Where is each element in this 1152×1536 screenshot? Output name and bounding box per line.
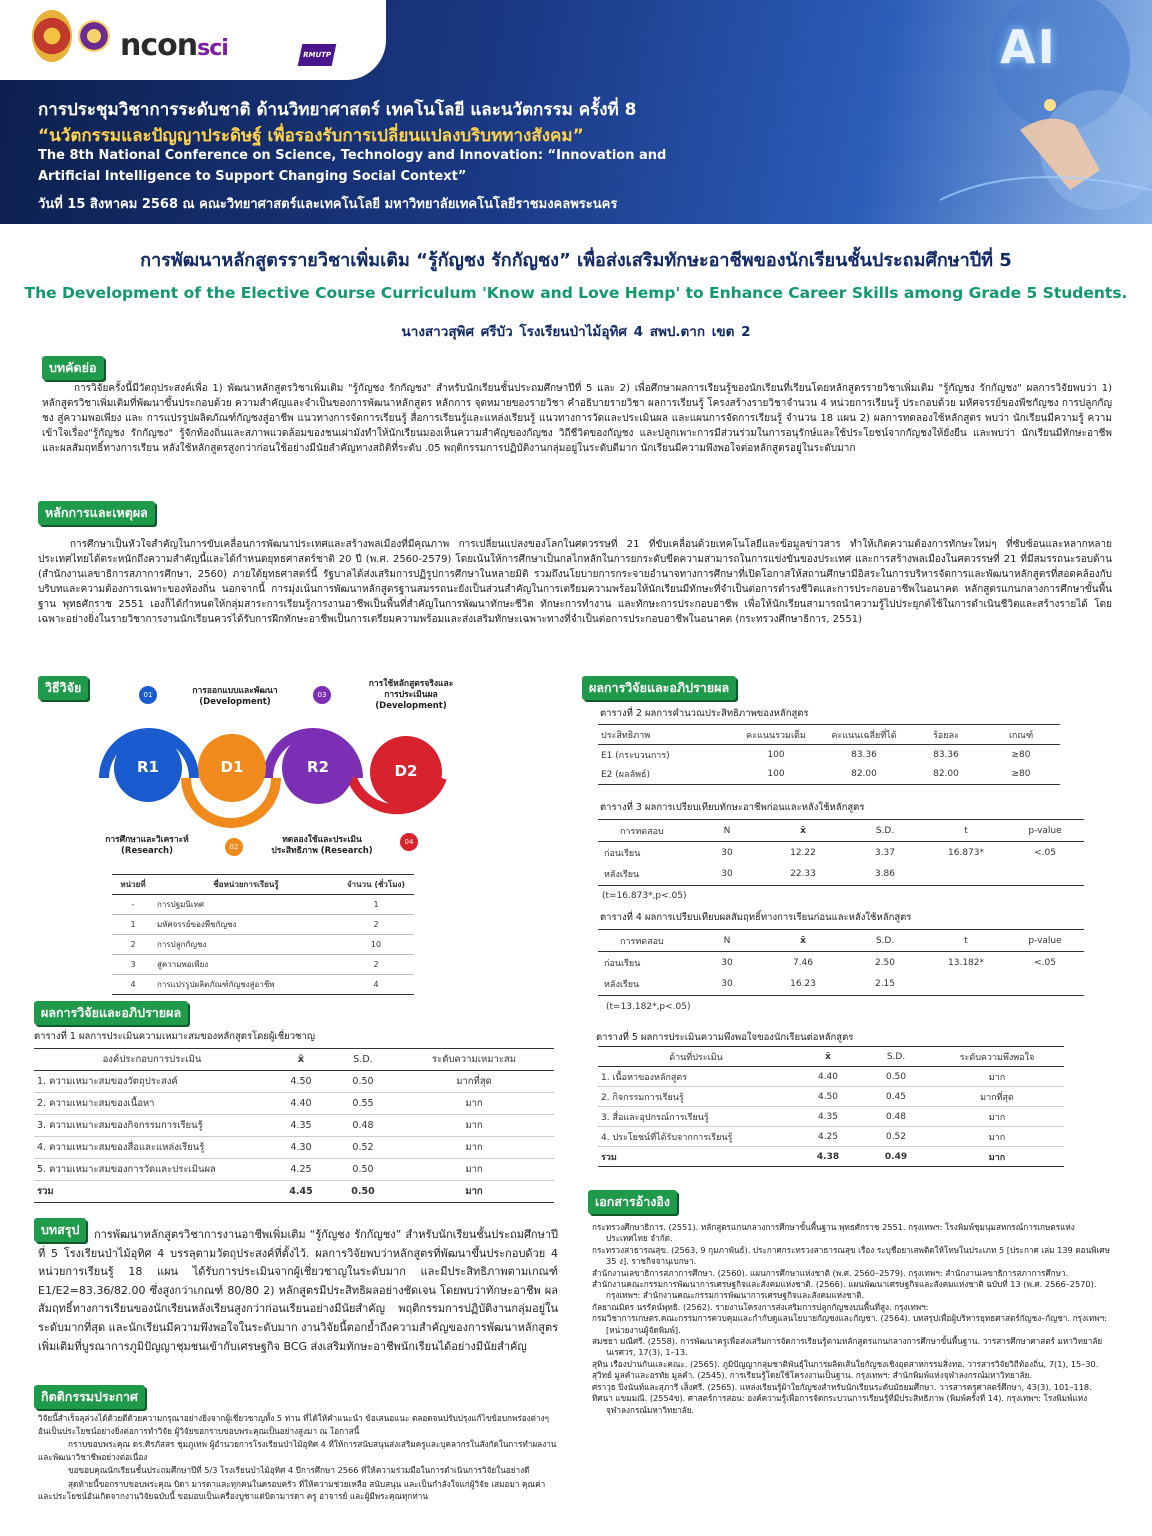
reference-item: สมชยา มณีศรี. (2558). การพัฒนาครูเพื่อส่งเสริมการจัดการเรียนรู้ตามหลักสูตรแกนกลางการศึกษาขั้นพื้นฐาน. วารสารศึกษาศาสตร์ มหาวิทยาลัยนเรศวร, 17(3), 1–13.	[592, 1336, 1103, 1358]
conclusion-paragraph: การพัฒนาหลักสูตรวิชาการงานอาชีพเพิ่มเติม “รู้กัญชง รักกัญชง” สำหรับนักเรียนชั้นประถมศึกษาปีที่ 5 โรงเรียนป่าไม้อุทิศ 4 บรรลุตามวัตถุประสงค์ที่ตั้งไว้. ผลการวิจัยพบว่าหลักสูตรที่พัฒนาขึ้นประกอบด้วย 4 หน่วยการเรียนรู้ 18 แผน ได้รับการประเมินจากผู้เชี่ยวชาญในระดับมาก และมีประสิทธิภาพตามเกณฑ์ E1/E2=83.36/82.00 ซึ่งสูงกว่าเกณฑ์ 80/80 2) หลักสูตรมีประสิทธิผลอย่างชัดเจน โดยพบว่าทักษะอาชีพ ผลสัมฤทธิ์ทางการเรียนของนักเรียนหลังเรียนสูงกว่าก่อนเรียนอย่างมีนัยสำคัญ พฤติกรรมการปฏิบัติงานกลุ่มอยู่ในระดับมากที่สุด และนักเรียนมีความพึงพอใจในระดับมาก งานวิจัยนี้ตอกย้ำถึงความสำคัญของการพัฒนาหลักสูตรเพิ่มเติมที่บูรณาการภูมิปัญญาชุมชนเข้ากับเศรษฐกิจ BCG ส่งเสริมทักษะอาชีพนักเรียนได้อย่างมีนัยสำคัญ	[38, 1228, 558, 1353]
t4-col-sd: S.D.	[875, 935, 895, 946]
t3-cell: 16.873*	[948, 847, 984, 858]
t4-col-test: การทดสอบ	[620, 936, 664, 947]
t1-cell: 4.35	[290, 1120, 312, 1131]
reference-item: กระทรวงศึกษาธิการ. (2551). หลักสูตรแกนกลางการศึกษาขั้นพื้นฐาน พุทธศักราช 2551. กรุงเทพฯ: โรงพิมพ์ชุมนุมสหกรณ์การเกษตรแห่งประเทศไทย จำกัด.	[592, 1222, 1075, 1244]
units-table-grid	[112, 874, 414, 995]
t1-cell: 4.40	[290, 1098, 312, 1109]
unit-name: มหัศจรรย์ของพืชกัญชง	[157, 920, 237, 929]
acknowledgement-text	[38, 1412, 558, 1504]
t1-col-sd: S.D.	[353, 1054, 373, 1065]
t5-total: 4.38	[816, 1151, 840, 1162]
t4-cell: 2.15	[874, 979, 896, 990]
unit-name: การปลูกกัญชง	[157, 940, 207, 949]
t3-col-mean: x̄	[800, 825, 806, 836]
table3-grid	[598, 819, 1084, 886]
unit-hours: 2	[373, 960, 379, 969]
step-01-badge: 01	[139, 686, 157, 704]
table-row	[598, 842, 1084, 864]
table4-grid	[598, 929, 1084, 996]
t4-col-t: t	[964, 935, 968, 946]
t1-total: รวม	[37, 1186, 54, 1197]
t3-cell	[926, 864, 1006, 886]
rationale-paragraph: การศึกษาเป็นหัวใจสำคัญในการขับเคลื่อนการพัฒนาประเทศและสร้างพลเมืองที่มีคุณภาพ การเปลี่ยนแปลงของโลกในศตวรรษที่ 21 ที่ขับเคลื่อนด้วยเทคโนโลยีและข้อมูลข่าวสาร ทำให้เกิดความต้องการทักษะใหม่ๆ ที่ซับซ้อนและหลากหลาย ประเทศไทยได้ตระหนักถึงความสำคัญนี้และได้กำหนดยุทธศาสตร์ชาติ 20 ปี (พ.ศ. 2560-2579) โดยเน้นให้การศึกษาเป็นกลไกหลักในการยกระดับขีดความสามารถในการแข่งขันของประเทศ และการสร้างพลเมืองในศตวรรษที่ 21 ที่มีสมรรถนะรอบด้าน (สำนักงานเลขาธิการสภาการศึกษา, 2560) ภายใต้ยุทธศาสตร์นี้ รัฐบาลได้ส่งเสริมการปฏิรูปการศึกษาในหลายมิติ รวมถึงนโยบายการกระจายอำนาจทางการศึกษาที่เปิดโอกาสให้สถานศึกษามีอิสระในการบริหารจัดการและพัฒนาหลักสูตรที่สอดคล้องกับบริบทและความต้องการเฉพาะของท้องถิ่น นอกจากนี้ การมุ่งเน้นการพัฒนาหลักสูตรฐานสมรรถนะยังเป็นส่วนสำคัญในการเตรียมความพร้อมให้นักเรียนมีทักษะที่จำเป็นต่อการดำรงชีวิตและการประกอบอาชีพในอนาคต หลักสูตรแกนกลางการศึกษาขั้นพื้นฐาน พุทธศักราช 2551 เองก็ได้กำหนดให้กลุ่มสาระการเรียนรู้การงานอาชีพเป็นพื้นที่สำคัญในการพัฒนาทักษะชีวิต ทักษะการทำงาน และทักษะการประกอบอาชีพ เพื่อให้นักเรียนสามารถนำความรู้ไปประยุกต์ใช้ในการดำเนินชีวิตและสร้างรายได้ โดยเฉพาะอย่างยิ่งในรายวิชาการงานนักเรียนควรได้รับการฝึกทักษะอาชีพเป็นการเตรียมความพร้อมและส่งเสริมทักษะเฉพาะทางที่จำเป็นต่อการประกอบอาชีพในอนาคต (กระทรวงศึกษาธิการ, 2551)	[38, 539, 1112, 626]
t2-col-avg: คะแนนเฉลี่ยที่ได้	[831, 730, 897, 741]
ack-paragraph: ขอขอบคุณนักเรียนชั้นประถมศึกษาปีที่ 5/3 โรงเรียนป่าไม้อุทิศ 4 ปีการศึกษา 2566 ที่ให้ความร่วมมือในการดำเนินการวิจัยในอย่างดี	[68, 1465, 530, 1475]
t2-cell: E2 (ผลลัพธ์)	[601, 770, 651, 781]
t5-col-sd: S.D.	[886, 1051, 906, 1062]
table5-grid	[598, 1046, 1064, 1167]
t4-cell: 16.23	[790, 979, 816, 990]
t4-cell: ก่อนเรียน	[604, 958, 641, 969]
t4-cell: 30	[721, 979, 733, 990]
ai-label: AI	[1000, 20, 1057, 74]
t3-col-test: การทดสอบ	[620, 826, 664, 837]
t3-cell: 3.37	[874, 847, 896, 858]
t5-cell: มากที่สุด	[980, 1092, 1014, 1103]
t3-cell: ก่อนเรียน	[604, 848, 641, 859]
t5-cell: 0.48	[885, 1111, 907, 1122]
conclusion-text	[38, 1226, 558, 1356]
t1-cell: 4.25	[290, 1164, 312, 1175]
t2-cell: 83.36	[933, 749, 959, 760]
t4-cell: หลังเรียน	[604, 980, 640, 991]
t3-cell: 22.33	[790, 869, 816, 880]
t5-col-mean: x̄	[825, 1051, 831, 1062]
d1-code: D1	[220, 758, 244, 776]
t4-cell: 7.46	[792, 957, 814, 968]
reference-item: กรมวิชาการเกษตร.คณะกรรมการควบคุมและกำกับดูแลนโยบายกัญชงและกัญชา. (2564). บทสรุปเพื่อผู้บริหารยุทธศาสตร์กัญชง–กัญชา. กรุงเทพฯ: [หน่วยงานผู้จัดพิมพ์].	[592, 1313, 1107, 1335]
section-conclusion: บทสรุป	[34, 1218, 86, 1242]
t1-cell: 4. ความเหมาะสมของสื่อและแหล่งเรียนรู้	[37, 1142, 205, 1153]
banner-conference-en-2: Artificial Intelligence to Support Changing Social Context”	[38, 169, 467, 184]
table-row	[112, 915, 414, 935]
abstract-paragraph: การวิจัยครั้งนี้มีวัตถุประสงค์เพื่อ 1) พัฒนาหลักสูตรวิชาเพิ่มเติม "รู้กัญชง รักกัญชง" สำหรับนักเรียนชั้นประถมศึกษาปีที่ 5 และ 2) เพื่อศึกษาผลการเรียนรู้ของนักเรียนที่เรียนโดยหลักสูตรรายวิชาเพิ่มเติม "รู้กัญชง รักกัญชง" ผลการวิจัยพบว่า 1) หลักสูตรวิชาเพิ่มเติมที่พัฒนาขึ้นประกอบด้วย ความสำคัญและจำเป็นของการพัฒนาหลักสูตร หลักการ จุดหมายของรายวิชา คำอธิบายรายวิชา ผลการเรียนรู้ โครงสร้างรายวิชาจำนวน 4 หน่วยการเรียนรู้ ประกอบด้วย มหัศจรรย์ของพืชกัญชง การปลูกกัญชง สู่ความพอเพียง และ การแปรรูปผลิตภัณฑ์กัญชงสู่อาชีพ แนวทางการจัดการเรียนรู้ สื่อการเรียนรู้และแหล่งเรียนรู้ แนวทางการวัดและประเมินผล และแผนการจัดการเรียนรู้ จำนวน 18 แผน 2) ผลการทดลองใช้หลักสูตร พบว่า นักเรียนมีความรู้ ความเข้าใจเรื่อง"รู้กัญชง รักกัญชง" รู้จักท้องถิ่นและสภาพแวดล้อมของชนเผ่ามังทำให้นักเรียนมองเห็นความสำคัญของกัญชง วิถีชีวิตของกัญชง และปลูกเพาะการมีส่วนร่วมในการอนุรักษ์และใช้ประโยชน์จากกัญชงให้ยั่งยืน และพบว่า นักเรียนมีทักษะอาชีพ และผลสัมฤทธิ์ทางการเรียน หลังใช้หลักสูตรสูงกว่าก่อนใช้อย่างมีนัยสำคัญทางสถิติที่ระดับ .05 พฤติกรรมการปฏิบัติงานกลุ่มอยู่ในระดับดีมาก นักเรียนมีความพึงพอใจต่อหลักสูตรอยู่ในระดับมาก	[42, 383, 1112, 455]
t2-cell: 100	[767, 769, 785, 780]
table-row	[34, 1071, 554, 1093]
table5-caption: ตารางที่ 5 ผลการประเมินความพึงพอใจของนักเรียนต่อหลักสูตร	[596, 1032, 854, 1043]
t4-cell	[926, 974, 1006, 996]
table-row	[34, 1115, 554, 1137]
abstract-text	[42, 381, 1112, 456]
ack-paragraph: วิจัยนี้สำเร็จลุล่วงได้ด้วยดีด้วยความกรุณาอย่างยิ่งจากผู้เชี่ยวชาญทั้ง 5 ท่าน ที่ได้ให้คำแนะนำ ข้อเสนอแนะ ตลอดจนปรับปรุงแก้ไขข้อบกพร่องต่างๆ อันเป็นประโยชน์อย่างยิ่งต่อการทำวิจัย ผู้วิจัยขอกราบขอบพระคุณเป็นอย่างสูงมา ณ โอกาสนี้	[38, 1413, 549, 1436]
t2-col-pct: ร้อยละ	[933, 730, 959, 741]
table-row	[112, 935, 414, 955]
paper-title-th: การพัฒนาหลักสูตรรายวิชาเพิ่มเติม “รู้กัญชง รักกัญชง” เพื่อส่งเสริมทักษะอาชีพของนักเรียนชั้นประถมศึกษาปีที่ 5	[140, 250, 1012, 271]
table-row	[34, 1137, 554, 1159]
t5-cell: 0.50	[885, 1071, 907, 1082]
rd-cycle-codes	[96, 710, 448, 840]
t3-cell: 3.86	[874, 869, 896, 880]
unit-hours: 4	[373, 980, 379, 989]
t5-cell: 4.35	[817, 1111, 839, 1122]
t2-col-full: คะแนนรวมเต็ม	[746, 730, 806, 741]
t1-cell: มาก	[465, 1098, 483, 1109]
step-d1-label: การออกแบบและพัฒนา (Development)	[192, 686, 278, 707]
table2-grid	[598, 724, 1060, 785]
ncon-sci-logo	[120, 28, 228, 63]
t2-cell: 100	[767, 749, 785, 760]
table3-caption: ตารางที่ 3 ผลการเปรียบเทียบทักษะอาชีพก่อนและหลังใช้หลักสูตร	[600, 802, 865, 813]
units-col-name: ชื่อหน่วยการเรียนรู้	[154, 875, 338, 895]
reference-item: สุทิน เรืองปานกันและคณะ. (2565). ภูมิปัญญากลุ่มชาติพันธุ์ในการผลิตเส้นใยกัญชงเชิงอุตสาหกรรมสิ่งทอ. วารสารวิจัยวิถีท้องถิ่น, 7(1), 15–30.	[592, 1358, 1099, 1369]
t2-cell: ≥80	[1011, 749, 1031, 760]
table-row	[598, 765, 1060, 785]
t1-col-level: ระดับความเหมาะสม	[432, 1054, 516, 1065]
t4-cell	[1006, 974, 1084, 996]
references-list	[592, 1222, 1112, 1416]
t5-cell: 4.40	[817, 1071, 839, 1082]
t2-cell: 82.00	[851, 769, 877, 780]
r1-code: R1	[137, 758, 159, 776]
units-col-hours: จำนวน (ชั่วโมง)	[338, 875, 414, 895]
t5-col-aspect: ด้านที่ประเมิน	[669, 1052, 723, 1063]
table-row	[598, 1127, 1064, 1147]
ack-paragraph: กราบขอบพระคุณ ดร.ศิรภัสสร ชุมภูเทพ ผู้อำนวยการโรงเรียนป่าไม้อุทิศ 4 ที่ให้การสนับสนุนส่งเสริมครูและบุคลากรในสังกัดในการทำผลงานและพัฒนาวิชาชีพอย่างต่อเนื่อง	[38, 1439, 557, 1462]
table-row	[598, 952, 1084, 974]
emblem-logo	[78, 20, 110, 52]
unit-hours: 1	[373, 900, 379, 909]
unit-name: การปฐมนิเทศ	[157, 900, 204, 909]
t5-cell: 4. ประโยชน์ที่ได้รับจากการเรียนรู้	[601, 1132, 733, 1143]
table-total-row	[34, 1181, 554, 1203]
step-r2-label: ทดลองใช้และประเมิน ประสิทธิภาพ (Research)	[271, 835, 373, 856]
rationale-text	[38, 537, 1112, 628]
t1-cell: 0.48	[352, 1120, 374, 1131]
t3-col-t: t	[964, 825, 968, 836]
reference-item: ศราวุธ ปิ่งนันท์และสุภารี เส็งศรี. (2565). แหล่งเรียนรู้ผ้าใยกัญชงสำหรับนักเรียนระดับมัธยมศึกษา. วารสารครุศาสตร์ศึกษา, 43(3), 101–118.	[592, 1381, 1092, 1392]
t1-cell: 0.52	[352, 1142, 374, 1153]
t1-cell: 0.50	[352, 1164, 374, 1175]
t3-cell: หลังเรียน	[604, 870, 640, 881]
t2-cell: 82.00	[933, 769, 959, 780]
t1-cell: 3. ความเหมาะสมของกิจกรรมการเรียนรู้	[37, 1120, 203, 1131]
t5-cell: มาก	[988, 1072, 1006, 1083]
t5-col-level: ระดับความพึงพอใจ	[959, 1052, 1035, 1063]
table-row	[112, 955, 414, 975]
table4	[598, 929, 1084, 996]
t5-total: มาก	[988, 1152, 1006, 1163]
t1-col-component: องค์ประกอบการประเมิน	[102, 1054, 202, 1065]
section-acknowledgement: กิตติกรรมประกาศ	[34, 1385, 145, 1409]
table1-grid	[34, 1048, 554, 1203]
table-row	[34, 1159, 554, 1181]
table-row	[598, 974, 1084, 996]
t4-cell: 13.182*	[948, 957, 984, 968]
t3-cell: 12.22	[790, 847, 816, 858]
table4-caption: ตารางที่ 4 ผลการเปรียบเทียบผลสัมฤทธิ์ทางการเรียนก่อนและหลังใช้หลักสูตร	[600, 912, 912, 923]
step-r1-label: การศึกษาและวิเคราะห์ (Research)	[105, 835, 189, 856]
t1-cell: มากที่สุด	[456, 1076, 492, 1087]
step-04-badge: 04	[400, 833, 418, 851]
t4-col-mean: x̄	[800, 935, 806, 946]
t1-total: 0.50	[351, 1186, 375, 1197]
t1-cell: 2. ความเหมาะสมของเนื้อหา	[37, 1098, 155, 1109]
t3-col-sd: S.D.	[875, 825, 895, 836]
step-03-badge: 03	[313, 686, 331, 704]
t1-cell: 4.50	[290, 1076, 312, 1087]
rmutp-badge: RMUTP	[298, 44, 337, 66]
t4-cell: 2.50	[874, 957, 896, 968]
t1-cell: 0.50	[352, 1076, 374, 1087]
university-seal-logo	[32, 10, 72, 62]
t2-col-criteria: เกณฑ์	[1008, 730, 1034, 741]
table-row	[598, 1067, 1064, 1087]
table5	[598, 1046, 1064, 1167]
unit-no: -	[131, 900, 135, 909]
author-affiliation: นางสาวสุพิศ ศรีบัว โรงเรียนป่าไม้อุทิศ 4 สพป.ตาก เขต 2	[401, 324, 751, 340]
t3-cell	[1006, 864, 1084, 886]
reference-item: สำนักงานเลขาธิการสภาการศึกษา. (2560). แผนการศึกษาแห่งชาติ (พ.ศ. 2560–2579). กรุงเทพฯ: สำนักงานเลขาธิการสภาการศึกษา.	[592, 1267, 1069, 1278]
section-references: เอกสารอ้างอิง	[588, 1190, 677, 1214]
d2-code: D2	[394, 762, 418, 780]
table-row	[598, 1087, 1064, 1107]
reference-item: ทิศนา แขมมณี. (2554ข). ศาสตร์การสอน: องค์ความรู้เพื่อการจัดกระบวนการเรียนรู้ที่มีประสิทธิภาพ (พิมพ์ครั้งที่ 14). กรุงเทพฯ: โรงพิมพ์แห่งจุฬาลงกรณ์มหาวิทยาลัย.	[592, 1393, 1088, 1415]
step-d2-label: การใช้หลักสูตรจริงและ การประเมินผล (Development)	[368, 679, 454, 711]
t5-cell: มาก	[988, 1112, 1006, 1123]
ack-paragraph: สุดท้ายนี้ขอกราบขอบพระคุณ บิดา มารดาและทุกคนในครอบครัว ที่ให้ความช่วยเหลือ สนับสนุน และเป็นกำลังใจแก่ผู้วิจัย เสมอมา คุณค่าและประโยชน์อันเกิดจากงานวิจัยฉบับนี้ ขอมอบเป็นเครื่องบูชาแด่บิดามารดา ครู อาจารย์ และผู้มีพระคุณทุกท่าน	[38, 1478, 546, 1501]
t1-cell: 4.30	[290, 1142, 312, 1153]
table4-note: (t=13.182*,p<.05)	[606, 1002, 691, 1012]
t4-cell: 30	[721, 957, 733, 968]
section-rationale: หลักการและเหตุผล	[38, 501, 155, 525]
table-row	[598, 745, 1060, 765]
unit-hours: 2	[373, 920, 379, 929]
reference-item: สุวิทย์ มูลคำและอรทัย มูลคำ. (2545). การเรียนรู้โดยใช้โครงงานเป็นฐาน. กรุงเทพฯ: สำนักพิมพ์แห่งจุฬาลงกรณ์มหาวิทยาลัย.	[592, 1370, 1032, 1381]
table-row	[598, 864, 1084, 886]
t2-cell: 83.36	[851, 749, 877, 760]
reference-item: สำนักงานคณะกรรมการพัฒนาการเศรษฐกิจและสังคมแห่งชาติ. (2566). แผนพัฒนาเศรษฐกิจและสังคมแห่งชาติ ฉบับที่ 13 (พ.ศ. 2566–2570). กรุงเทพฯ: สำนักงานคณะกรรมการพัฒนาการเศรษฐกิจและสังคมแห่งชาติ.	[592, 1279, 1097, 1301]
t1-total: 4.45	[289, 1186, 313, 1197]
table-row	[34, 1093, 554, 1115]
t3-cell: 30	[721, 847, 733, 858]
t1-cell: มาก	[465, 1142, 483, 1153]
t5-total: รวม	[601, 1152, 617, 1163]
section-abstract: บทคัดย่อ	[42, 356, 104, 380]
section-method: วิธีวิจัย	[38, 676, 88, 700]
unit-no: 1	[130, 920, 136, 929]
t4-col-n: N	[723, 935, 731, 946]
t5-cell: 2. กิจกรรมการเรียนรู้	[601, 1092, 684, 1103]
t2-col-efficiency: ประสิทธิภาพ	[601, 730, 651, 741]
t5-cell: 3. สื่อและอุปกรณ์การเรียนรู้	[601, 1112, 709, 1123]
t5-cell: 0.45	[885, 1091, 907, 1102]
logo-area	[0, 0, 386, 80]
t4-col-p: p-value	[1028, 935, 1062, 946]
t5-cell: 4.50	[817, 1091, 839, 1102]
t1-total: มาก	[465, 1186, 483, 1197]
table-row	[598, 1107, 1064, 1127]
section-results-left: ผลการวิจัยและอภิปรายผล	[34, 1001, 188, 1025]
table-total-row	[598, 1147, 1064, 1167]
unit-name: สู่ความพอเพียง	[157, 960, 209, 969]
t2-cell: ≥80	[1011, 769, 1031, 780]
section-results-right: ผลการวิจัยและอภิปรายผล	[582, 676, 736, 700]
t3-cell: 30	[721, 869, 733, 880]
t1-cell: มาก	[465, 1120, 483, 1131]
t4-cell: <.05	[1034, 957, 1056, 968]
t1-cell: 1. ความเหมาะสมของวัตถุประสงค์	[37, 1076, 178, 1087]
t1-cell: 0.55	[352, 1098, 374, 1109]
t1-cell: มาก	[465, 1164, 483, 1175]
conference-banner	[0, 0, 1152, 224]
banner-conference-en-1: The 8th National Conference on Science, Technology and Innovation: “Innovation and	[38, 148, 667, 163]
t3-col-n: N	[723, 825, 731, 836]
unit-no: 4	[130, 980, 136, 989]
table3-note: (t=16.873*,p<.05)	[602, 891, 687, 901]
table-row	[112, 975, 414, 995]
units-table	[112, 874, 414, 995]
unit-hours: 10	[370, 940, 382, 949]
t5-cell: 1. เนื้อหาของหลักสูตร	[601, 1072, 688, 1083]
units-col-no: หน่วยที่	[112, 875, 154, 895]
t2-cell: E1 (กระบวนการ)	[601, 750, 670, 761]
ncon-word: ncon	[120, 28, 198, 63]
t5-cell: 0.52	[885, 1131, 907, 1142]
table1-caption: ตารางที่ 1 ผลการประเมินความเหมาะสมของหลักสูตรโดยผู้เชี่ยวชาญ	[34, 1031, 315, 1042]
paper-title-en: The Development of the Elective Course Curriculum 'Know and Love Hemp' to Enhance Career Skills among Grade 5 Students.	[24, 284, 1128, 302]
banner-date-venue: วันที่ 15 สิงหาคม 2568 ณ คณะวิทยาศาสตร์และเทคโนโลยี มหาวิทยาลัยเทคโนโลยีราชมงคลพระนคร	[38, 197, 618, 212]
table2	[598, 724, 1060, 785]
r2-code: R2	[307, 758, 329, 776]
t5-cell: 4.25	[817, 1131, 839, 1142]
table1	[34, 1048, 554, 1203]
unit-no: 3	[130, 960, 136, 969]
t3-col-p: p-value	[1028, 825, 1062, 836]
step-02-badge: 02	[225, 838, 243, 856]
t5-total: 0.49	[884, 1151, 908, 1162]
unit-name: การแปรรูปผลิตภัณฑ์กัญชงสู่อาชีพ	[157, 980, 275, 989]
reference-item: กระทรวงสาธารณสุข. (2563, 9 กุมภาพันธ์). ประกาศกระทรวงสาธารณสุข เรื่อง ระบุชื่อยาเสพติดให้โทษในประเภท 5 [ประกาศ เล่ม 139 ตอนพิเศษ 35 ง]. ราชกิจจานุเบกษา.	[592, 1244, 1110, 1267]
table-row	[112, 895, 414, 915]
t5-cell: มาก	[988, 1132, 1006, 1143]
sci-word: sci	[197, 36, 228, 61]
table3	[598, 819, 1084, 886]
table2-caption: ตารางที่ 2 ผลการคำนวณประสิทธิภาพของหลักสูตร	[600, 708, 809, 719]
unit-no: 2	[130, 940, 136, 949]
t1-col-mean: x̄	[297, 1054, 305, 1065]
t3-cell: <.05	[1034, 847, 1056, 858]
reference-item: กัลยาณมิตร นรรัตน์พุทธิ. (2562). รายงานโครงการส่งเสริมการปลูกกัญชงบนพื้นที่สูง. กรุงเทพฯ:	[592, 1301, 929, 1312]
t1-cell: 5. ความเหมาะสมของการวัดและประเมินผล	[37, 1164, 216, 1175]
banner-theme-th: “นวัตกรรมและปัญญาประดิษฐ์ เพื่อรองรับการเปลี่ยนแปลงบริบททางสังคม”	[38, 126, 584, 146]
banner-conference-th: การประชุมวิชาการระดับชาติ ด้านวิทยาศาสตร์ เทคโนโลยี และนวัตกรรม ครั้งที่ 8	[38, 100, 637, 120]
